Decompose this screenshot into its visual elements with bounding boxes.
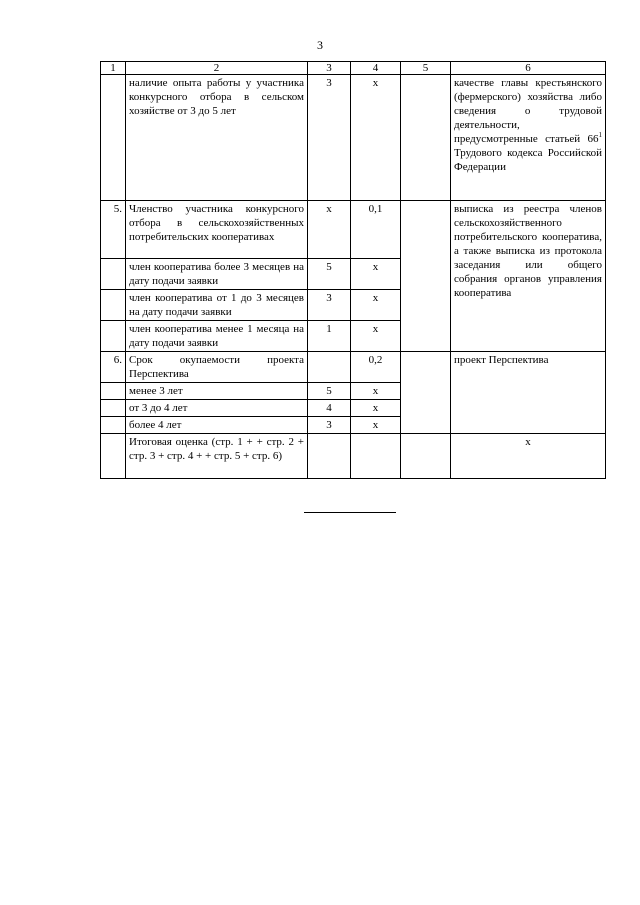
empty-cell	[401, 352, 451, 434]
score-cell: 1	[308, 321, 351, 352]
total-label-cell: Итоговая оценка (стр. 1 + + стр. 2 + стр. 3 + стр. 4 + + стр. 5 + стр. 6)	[126, 434, 308, 479]
weight-cell: x	[351, 75, 401, 201]
header-cell: 2	[126, 62, 308, 75]
document-text: качестве главы крестьянского (фермерского) хозяйства либо сведения о трудовой деятельности, предусмотренные статьей 66	[454, 77, 602, 145]
score-cell: 4	[308, 400, 351, 417]
score-cell: 5	[308, 383, 351, 400]
weight-cell: x	[351, 290, 401, 321]
criterion-cell: Членство участника конкурсного отбора в сельскохозяйственных потребительских кооперативах	[126, 201, 308, 259]
table-row	[101, 201, 606, 259]
table-row	[101, 434, 606, 479]
row-number-cell	[101, 417, 126, 434]
score-cell	[308, 352, 351, 383]
empty-cell	[401, 201, 451, 352]
weight-cell: 0,1	[351, 201, 401, 259]
document-text: Трудового кодекса Российской Федерации	[454, 147, 602, 173]
header-cell: 3	[308, 62, 351, 75]
row-number-cell	[101, 259, 126, 290]
weight-cell: x	[351, 417, 401, 434]
table-row	[101, 75, 606, 201]
criterion-cell: наличие опыта работы у участника конкурсного отбора в сельском хозяйстве от 3 до 5 лет	[126, 75, 308, 201]
end-divider	[304, 512, 396, 513]
empty-cell	[351, 434, 401, 479]
criterion-cell: член кооператива более 3 месяцев на дату подачи заявки	[126, 259, 308, 290]
row-number-cell	[101, 75, 126, 201]
criterion-cell: более 4 лет	[126, 417, 308, 434]
row-number-cell	[101, 434, 126, 479]
weight-cell: x	[351, 400, 401, 417]
row-number-cell	[101, 400, 126, 417]
score-cell: x	[308, 201, 351, 259]
score-cell: 3	[308, 75, 351, 201]
row-number-cell	[101, 290, 126, 321]
criterion-cell: от 3 до 4 лет	[126, 400, 308, 417]
row-number-cell: 6.	[101, 352, 126, 383]
page-number: 3	[317, 38, 323, 52]
empty-cell	[401, 434, 451, 479]
document-cell: проект Перспектива	[451, 352, 606, 434]
weight-cell: 0,2	[351, 352, 401, 383]
table-header-row	[101, 62, 606, 75]
empty-cell	[401, 75, 451, 201]
criteria-table	[100, 61, 606, 479]
superscript: 1	[598, 131, 602, 139]
header-cell: 5	[401, 62, 451, 75]
weight-cell: x	[351, 321, 401, 352]
row-number-cell	[101, 383, 126, 400]
document-cell: выписка из реестра членов сельскохозяйственного потребительского кооператива, а также выписка из протокола заседания или общего собрания органов управления кооператива	[451, 201, 606, 352]
table-row	[101, 352, 606, 383]
row-number-cell: 5.	[101, 201, 126, 259]
criterion-cell: Срок окупаемости проекта Перспектива	[126, 352, 308, 383]
empty-cell	[308, 434, 351, 479]
weight-cell: x	[351, 259, 401, 290]
weight-cell: x	[351, 383, 401, 400]
criterion-cell: член кооператива менее 1 месяца на дату подачи заявки	[126, 321, 308, 352]
criterion-cell: член кооператива от 1 до 3 месяцев на дату подачи заявки	[126, 290, 308, 321]
total-document-cell: x	[451, 434, 606, 479]
header-cell: 6	[451, 62, 606, 75]
score-cell: 5	[308, 259, 351, 290]
criterion-cell: менее 3 лет	[126, 383, 308, 400]
score-cell: 3	[308, 290, 351, 321]
row-number-cell	[101, 321, 126, 352]
document-cell	[451, 75, 606, 201]
score-cell: 3	[308, 417, 351, 434]
header-cell: 4	[351, 62, 401, 75]
header-cell: 1	[101, 62, 126, 75]
